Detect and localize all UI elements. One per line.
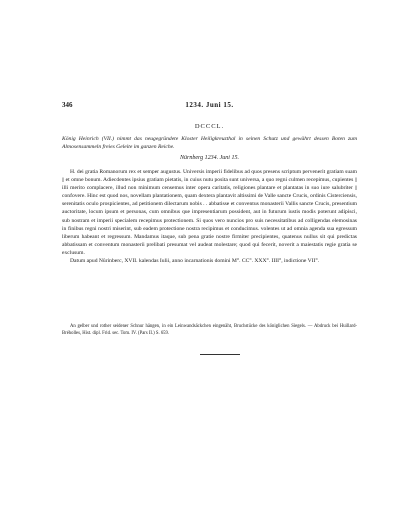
footnote [62, 323, 357, 337]
document-number: DCCCL. [194, 123, 225, 130]
body-text: H. dei gratia Romanorum rex et semper augustus. Universis imperii fidelibus ad quos presens scriptum pervenerit gratiam suam || et omne bonum. Adiecdentes ipsius gratiam pietatis, in cuius nutu posita sunt universa, a quo regni culmen recepimus, cupientes || illi merito complacere, illud non minimum censemus inter opera caritatis, religiones plantare et plantatas in suo iure salubriter || confovere. Hinc est quod nos, novellam plantationem, quam dextera plantavit altissimi de Valle sancte Crucis, ordinis Cisterciensis, serenitatis oculo prospicientes, ad petitionem dilectarum nobis . . abbatisse et conventus monasterii Vallis sancte Crucis, presentium auctoritate, locum ipsum et personas, cum omnibus que impresentiarum possident, aut in futurum iustis modis poterunt adipisci, sub nostram et imperii specialem recepimus protectionem. Si quos vero nuncios pro suis necessitatibus ad colligendas elemosinas in finibus regni nostri miserint, sub eadem protectione nostra recipimus et conducimus. volentes ut ad omnia agenda sua egressum liberum habeant et regressum. Mandamus itaque, sub pena gratie nostre firmiter precipientes, quatenus nullus sit qui predictas abbatissam et conventum monasterii prelibati presumat vel audeat molestare; quod qui fecerit, noverit a maiestatis regie gratia se exclusum. [62, 169, 357, 256]
rubric [62, 135, 357, 151]
running-head: 1234. Juni 15. [185, 101, 234, 109]
footnote-text: An gelber und rother seidener Schnur hängen, in ein Leinwandsäckchen eingenäht, Bruchstücke des königlichen Siegels. — Abdruck bei Huillard-Bréholles, Hist. dipl. Frid. sec. Tom. IV. (Pars II.) S. 659. [62, 324, 357, 336]
dating-clause: Datum apud Nûrinberc, XVII. kalendas Iulii, anno incarnationis domini M°. CC°. XXX°. IIII°, indictione VII°. [70, 258, 320, 265]
document-body [62, 168, 357, 265]
page-header [62, 99, 357, 111]
page-number: 346 [62, 101, 73, 109]
separator-rule [200, 354, 240, 355]
rubric-text: König Heinrich (VII.) nimmt das neugegründete Kloster Heiligkreuzthal in seinen Schutz und gewährt dessen Boten zum Almosensammeln freies Geleite im ganzen Reiche. [62, 136, 357, 150]
place-date: Nürnberg 1234. Juni 15. [180, 155, 239, 161]
